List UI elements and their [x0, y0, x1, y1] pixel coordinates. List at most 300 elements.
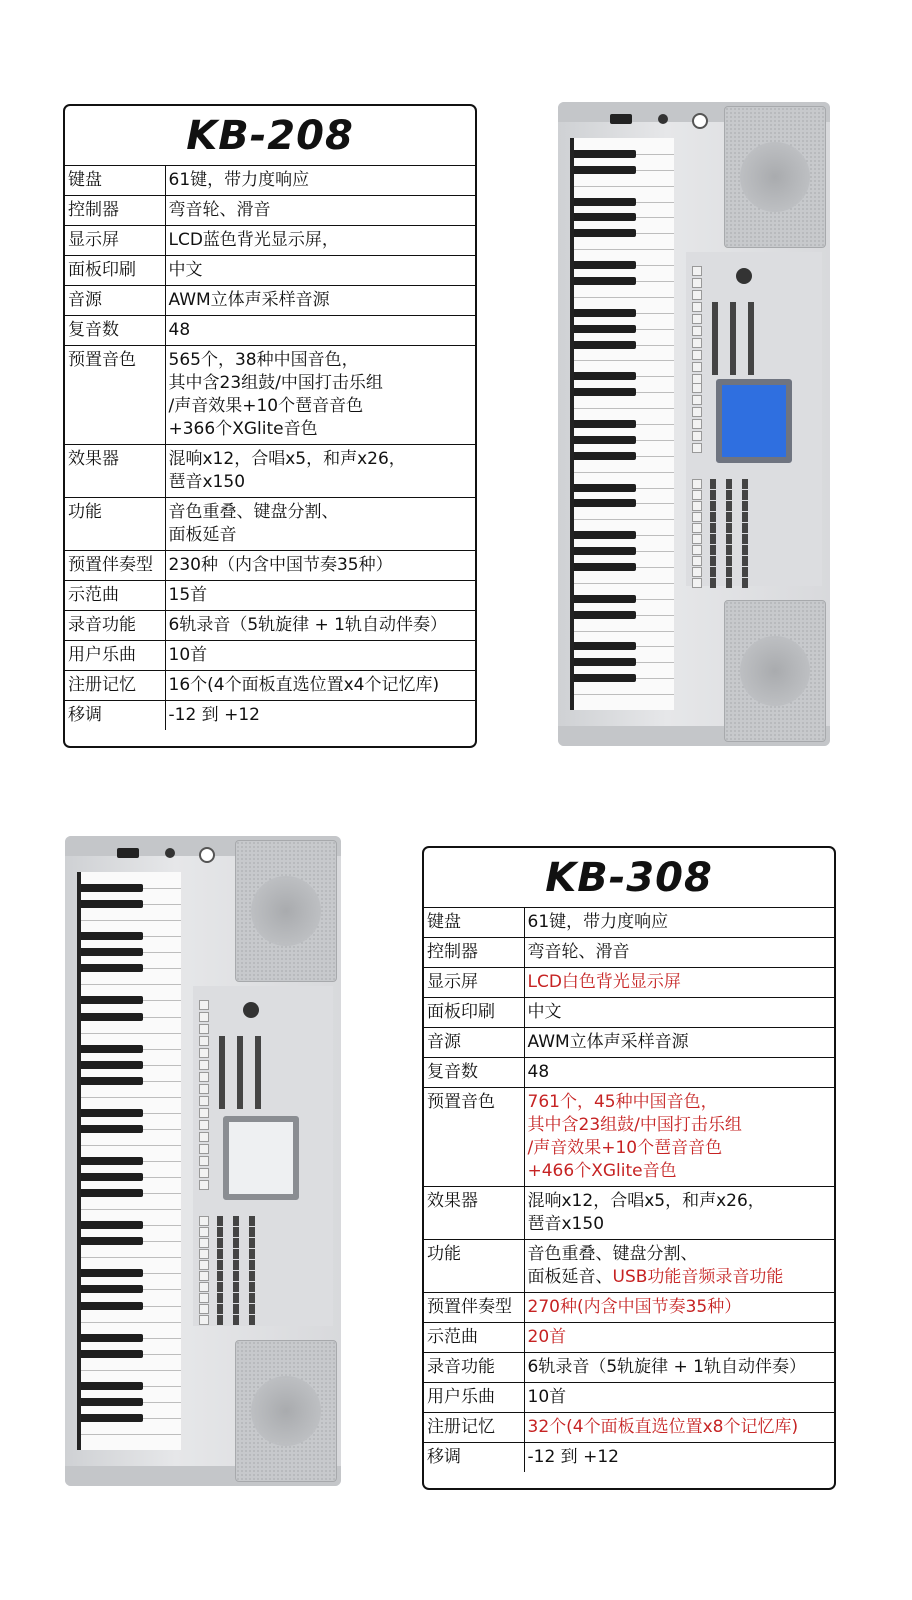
spec-title: KB-208	[65, 106, 475, 166]
keyboard-image-kb308	[65, 836, 341, 1486]
white-key-divider	[574, 694, 674, 695]
black-key	[81, 1334, 143, 1342]
spec-value-line: -12 到 +12	[168, 705, 260, 725]
black-key	[574, 150, 636, 158]
spec-value	[524, 908, 834, 938]
spec-label: 预置伴奏型	[424, 1293, 524, 1323]
panel-slider-icon	[712, 365, 718, 375]
panel-slider-icon	[233, 1260, 239, 1270]
panel-slider-icon	[742, 490, 748, 500]
spec-label: 示范曲	[424, 1323, 524, 1353]
spec-row	[424, 1383, 834, 1413]
speaker-grille-icon	[724, 600, 826, 742]
panel-button	[692, 395, 702, 405]
spec-value	[524, 1088, 834, 1187]
panel-button	[692, 479, 702, 489]
panel-slider-icon	[742, 556, 748, 566]
spec-value	[165, 256, 475, 286]
black-key	[81, 1173, 143, 1181]
spec-row	[424, 998, 834, 1028]
spec-row	[424, 1293, 834, 1323]
panel-slider-icon	[217, 1304, 223, 1314]
spec-value-line: LCD白色背光显示屏	[527, 972, 681, 992]
black-key	[574, 658, 636, 666]
panel-button	[199, 1156, 209, 1166]
white-key-divider	[81, 1322, 181, 1323]
spec-value	[165, 498, 475, 551]
black-key	[81, 1382, 143, 1390]
panel-button	[199, 1238, 209, 1248]
spec-label: 用户乐曲	[424, 1383, 524, 1413]
spec-row	[65, 196, 475, 226]
spec-value	[524, 1443, 834, 1473]
spec-label: 功能	[424, 1240, 524, 1293]
spec-label: 预置音色	[424, 1088, 524, 1187]
panel-slider-icon	[249, 1227, 255, 1237]
spec-value-line: /声音效果+10个琶音音色	[168, 396, 364, 416]
spec-row	[65, 581, 475, 611]
panel-slider-icon	[233, 1271, 239, 1281]
panel-slider-icon	[710, 490, 716, 500]
panel-button	[692, 567, 702, 577]
black-key	[574, 166, 636, 174]
spec-row	[65, 641, 475, 671]
speaker-cone-icon	[251, 1376, 321, 1446]
panel-slider-icon	[249, 1304, 255, 1314]
white-key-divider	[81, 1434, 181, 1435]
spec-row	[65, 551, 475, 581]
panel-button	[692, 501, 702, 511]
black-key	[81, 1302, 143, 1310]
white-key-divider	[574, 583, 674, 584]
spec-value-line: 565个，38种中国音色，	[168, 350, 359, 370]
spec-value-line: 其中含23组鼓/中国打击乐组	[168, 373, 383, 393]
black-key	[81, 964, 143, 972]
spec-value	[165, 551, 475, 581]
panel-slider-icon	[233, 1227, 239, 1237]
black-key	[81, 900, 143, 908]
spec-value-line: LCD蓝色背光显示屏，	[168, 230, 339, 250]
spec-label: 移调	[65, 701, 165, 731]
black-key	[574, 595, 636, 603]
spec-row	[65, 166, 475, 196]
spec-value	[165, 445, 475, 498]
spec-value	[524, 1383, 834, 1413]
black-key	[574, 372, 636, 380]
panel-button	[692, 443, 702, 453]
spec-value-line: 48	[527, 1062, 550, 1082]
spec-value	[524, 1293, 834, 1323]
panel-button	[199, 1180, 209, 1190]
spec-label: 控制器	[65, 196, 165, 226]
black-key	[574, 309, 636, 317]
panel-slider-icon	[742, 523, 748, 533]
panel-slider-icon	[710, 512, 716, 522]
black-key	[81, 1414, 143, 1422]
panel-button	[199, 1144, 209, 1154]
panel-slider-icon	[249, 1249, 255, 1259]
panel-button	[199, 1282, 209, 1292]
black-key	[574, 452, 636, 460]
panel-slider-icon	[710, 501, 716, 511]
spec-row	[65, 498, 475, 551]
panel-button	[692, 578, 702, 588]
black-key	[574, 388, 636, 396]
spec-label: 键盘	[65, 166, 165, 196]
speaker-grille-icon	[235, 1340, 337, 1482]
black-key	[81, 1157, 143, 1165]
spec-label: 效果器	[65, 445, 165, 498]
white-key-divider	[574, 472, 674, 473]
spec-value-line: +466个XGlite音色	[527, 1161, 677, 1181]
panel-button	[199, 1293, 209, 1303]
black-key	[574, 198, 636, 206]
black-key	[81, 1013, 143, 1021]
panel-button	[692, 290, 702, 300]
spec-row	[424, 1323, 834, 1353]
speaker-cone-icon	[740, 636, 810, 706]
panel-slider-icon	[730, 365, 736, 375]
spec-value-line: 20首	[527, 1327, 567, 1347]
spec-row	[65, 611, 475, 641]
spec-value	[524, 1187, 834, 1240]
panel-button	[199, 1036, 209, 1046]
black-key	[81, 1269, 143, 1277]
spec-value	[165, 226, 475, 256]
black-key	[574, 563, 636, 571]
panel-slider-icon	[217, 1282, 223, 1292]
black-key	[81, 1077, 143, 1085]
spec-label: 音源	[65, 286, 165, 316]
spec-value-line: 230种（内含中国节奏35种）	[168, 555, 393, 575]
speaker-grille-icon	[724, 106, 826, 248]
spec-row	[65, 701, 475, 731]
black-key	[574, 531, 636, 539]
spec-value-line: AWM立体声采样音源	[168, 290, 330, 310]
spec-row	[65, 445, 475, 498]
panel-slider-icon	[249, 1293, 255, 1303]
panel-button	[199, 1084, 209, 1094]
spec-value-line: 61键，带力度响应	[527, 912, 669, 932]
speaker-cone-icon	[740, 142, 810, 212]
spec-value-line	[528, 1266, 835, 1289]
spec-value	[524, 1240, 834, 1293]
panel-button	[692, 419, 702, 429]
panel-slider-icon	[742, 512, 748, 522]
spec-row	[424, 1028, 834, 1058]
spec-value	[524, 1413, 834, 1443]
white-key-divider	[574, 519, 674, 520]
spec-label: 效果器	[424, 1187, 524, 1240]
black-key	[574, 420, 636, 428]
spec-row	[424, 938, 834, 968]
spec-row	[65, 671, 475, 701]
spec-value-line: 混响x12，合唱x5，和声x26，	[527, 1191, 765, 1211]
spec-value	[524, 1323, 834, 1353]
panel-slider-icon	[233, 1282, 239, 1292]
spec-value-line: 弯音轮、滑音	[168, 200, 271, 220]
spec-label: 面板印刷	[424, 998, 524, 1028]
panel-slider-icon	[742, 479, 748, 489]
panel-button	[199, 1271, 209, 1281]
panel-slider-icon	[748, 365, 754, 375]
spec-label: 面板印刷	[65, 256, 165, 286]
spec-value	[524, 998, 834, 1028]
volume-knob-icon	[736, 268, 752, 284]
panel-slider-icon	[726, 479, 732, 489]
spec-row	[65, 286, 475, 316]
panel-button	[199, 1168, 209, 1178]
white-key-divider	[81, 1097, 181, 1098]
spec-label: 预置伴奏型	[65, 551, 165, 581]
white-key-divider	[574, 297, 674, 298]
panel-button	[199, 1024, 209, 1034]
panel-button	[199, 1072, 209, 1082]
spec-value-line: 6轨录音（5轨旋律 + 1轨自动伴奏）	[168, 615, 447, 635]
panel-slider-icon	[726, 578, 732, 588]
panel-button	[199, 1096, 209, 1106]
black-key	[574, 547, 636, 555]
panel-slider-icon	[742, 534, 748, 544]
white-key-divider	[574, 631, 674, 632]
panel-slider-icon	[217, 1227, 223, 1237]
black-key	[81, 996, 143, 1004]
black-key	[574, 484, 636, 492]
panel-button	[692, 512, 702, 522]
panel-slider-icon	[233, 1293, 239, 1303]
spec-value-line: +366个XGlite音色	[168, 419, 318, 439]
panel-button	[199, 1260, 209, 1270]
panel-slider-icon	[726, 490, 732, 500]
spec-value	[524, 1353, 834, 1383]
spec-row	[424, 1088, 834, 1187]
spec-value-line: 音色重叠、键盘分割、	[527, 1244, 698, 1264]
spec-value	[165, 196, 475, 226]
white-key-divider	[574, 249, 674, 250]
panel-slider-icon	[249, 1238, 255, 1248]
spec-value	[165, 701, 475, 731]
spec-value-line: AWM立体声采样音源	[527, 1032, 689, 1052]
panel-slider-icon	[726, 567, 732, 577]
panel-button	[199, 1108, 209, 1118]
spec-row	[424, 1240, 834, 1293]
spec-value	[165, 346, 475, 445]
panel-button	[692, 431, 702, 441]
black-key	[574, 611, 636, 619]
spec-value-line: 10首	[527, 1387, 567, 1407]
panel-slider-icon	[710, 578, 716, 588]
spec-value	[165, 641, 475, 671]
volume-knob-icon	[243, 1002, 259, 1018]
black-key	[574, 277, 636, 285]
panel-slider-icon	[233, 1304, 239, 1314]
panel-slider-icon	[710, 479, 716, 489]
spec-row	[424, 968, 834, 998]
panel-button	[199, 1216, 209, 1226]
spec-value	[165, 316, 475, 346]
white-key-divider	[81, 1033, 181, 1034]
black-key	[81, 932, 143, 940]
panel-button	[199, 1132, 209, 1142]
panel-slider-icon	[233, 1249, 239, 1259]
white-key-divider	[81, 1209, 181, 1210]
panel-slider-icon	[217, 1216, 223, 1226]
panel-slider-icon	[219, 1099, 225, 1109]
panel-button	[692, 545, 702, 555]
spec-label: 移调	[424, 1443, 524, 1473]
spec-row	[424, 1058, 834, 1088]
spec-label: 功能	[65, 498, 165, 551]
white-key-divider	[81, 1257, 181, 1258]
spec-table-kb308	[422, 846, 836, 1490]
black-key	[81, 1045, 143, 1053]
spec-value-line: 48	[168, 320, 191, 340]
black-key	[81, 1109, 143, 1117]
panel-button	[199, 1120, 209, 1130]
panel-button	[692, 362, 702, 372]
black-key	[574, 261, 636, 269]
spec-row	[65, 226, 475, 256]
spec-row	[424, 1187, 834, 1240]
speaker-grille-icon	[235, 840, 337, 982]
spec-value	[165, 671, 475, 701]
spec-label: 录音功能	[65, 611, 165, 641]
black-key	[574, 674, 636, 682]
black-key	[81, 1189, 143, 1197]
panel-button	[692, 350, 702, 360]
panel-slider-icon	[249, 1271, 255, 1281]
white-key-divider	[81, 984, 181, 985]
spec-row	[65, 316, 475, 346]
spec-label: 音源	[424, 1028, 524, 1058]
spec-rows	[65, 166, 475, 730]
panel-button	[692, 338, 702, 348]
white-key-divider	[574, 408, 674, 409]
panel-button	[692, 278, 702, 288]
spec-value-line: 琶音x150	[168, 472, 246, 492]
lcd-display-icon	[223, 1116, 299, 1200]
black-key	[574, 436, 636, 444]
panel-slider-icon	[217, 1271, 223, 1281]
spec-value-line: 61键，带力度响应	[168, 170, 310, 190]
spec-value-line: 弯音轮、滑音	[527, 942, 630, 962]
spec-label: 键盘	[424, 908, 524, 938]
panel-button	[199, 1315, 209, 1325]
spec-label: 录音功能	[424, 1353, 524, 1383]
black-key	[81, 1350, 143, 1358]
keyboard-image-kb208	[558, 102, 830, 746]
spec-value-line: 中文	[527, 1002, 562, 1022]
spec-label: 注册记忆	[424, 1413, 524, 1443]
panel-button	[199, 1249, 209, 1259]
panel-slider-icon	[249, 1216, 255, 1226]
panel-slider-icon	[742, 567, 748, 577]
panel-button	[692, 523, 702, 533]
panel-button	[692, 383, 702, 393]
spec-row	[424, 908, 834, 938]
black-key	[81, 948, 143, 956]
panel-slider-icon	[249, 1260, 255, 1270]
panel-button	[692, 556, 702, 566]
spec-value	[165, 611, 475, 641]
panel-slider-icon	[237, 1099, 243, 1109]
spec-value-line: /声音效果+10个琶音音色	[527, 1138, 723, 1158]
black-key	[574, 325, 636, 333]
spec-label: 示范曲	[65, 581, 165, 611]
spec-row	[65, 346, 475, 445]
spec-row	[424, 1413, 834, 1443]
panel-slider-icon	[710, 567, 716, 577]
panel-slider-icon	[217, 1249, 223, 1259]
panel-slider-icon	[233, 1238, 239, 1248]
black-key	[81, 884, 143, 892]
panel-button	[692, 266, 702, 276]
panel-slider-icon	[710, 545, 716, 555]
spec-label: 预置音色	[65, 346, 165, 445]
spec-value-line: 琶音x150	[527, 1214, 605, 1234]
spec-value	[165, 166, 475, 196]
panel-slider-icon	[726, 534, 732, 544]
spec-label: 显示屏	[65, 226, 165, 256]
spec-value	[524, 968, 834, 998]
panel-slider-icon	[726, 523, 732, 533]
spec-value-line: 16个(4个面板直选位置x4个记忆库)	[168, 675, 440, 695]
spec-value	[524, 938, 834, 968]
panel-slider-icon	[710, 556, 716, 566]
spec-value-line: 761个，45种中国音色，	[527, 1092, 718, 1112]
spec-value-line: 6轨录音（5轨旋律 + 1轨自动伴奏）	[527, 1357, 806, 1377]
spec-label: 注册记忆	[65, 671, 165, 701]
spec-value	[165, 286, 475, 316]
spec-value-line: -12 到 +12	[527, 1447, 619, 1467]
spec-value-line: 面板延音	[168, 525, 237, 545]
spec-value-line: 混响x12，合唱x5，和声x26，	[168, 449, 406, 469]
spec-label: 显示屏	[424, 968, 524, 998]
panel-slider-icon	[726, 545, 732, 555]
panel-button	[199, 1000, 209, 1010]
keys	[570, 138, 674, 710]
black-key	[574, 642, 636, 650]
spec-label: 控制器	[424, 938, 524, 968]
panel-button	[199, 1227, 209, 1237]
spec-label: 复音数	[424, 1058, 524, 1088]
spec-rows	[424, 908, 834, 1472]
panel-slider-icon	[217, 1238, 223, 1248]
panel-button	[199, 1304, 209, 1314]
panel-button	[692, 302, 702, 312]
input-jack-icon	[658, 114, 668, 124]
spec-value-segment: 面板延音、	[527, 1267, 613, 1287]
panel-slider-icon	[742, 545, 748, 555]
spec-value	[165, 581, 475, 611]
black-key	[81, 1237, 143, 1245]
panel-button	[199, 1060, 209, 1070]
panel-button	[692, 534, 702, 544]
panel-slider-icon	[233, 1315, 239, 1325]
panel-button	[692, 407, 702, 417]
panel-slider-icon	[233, 1216, 239, 1226]
white-key-divider	[81, 1370, 181, 1371]
pitch-wheel-icon	[610, 114, 632, 124]
black-key	[574, 341, 636, 349]
panel-slider-icon	[726, 512, 732, 522]
white-key-divider	[574, 186, 674, 187]
panel-button	[692, 326, 702, 336]
keys	[77, 872, 181, 1450]
black-key	[81, 1285, 143, 1293]
panel-button	[199, 1048, 209, 1058]
spec-value-line: 音色重叠、键盘分割、	[168, 502, 339, 522]
